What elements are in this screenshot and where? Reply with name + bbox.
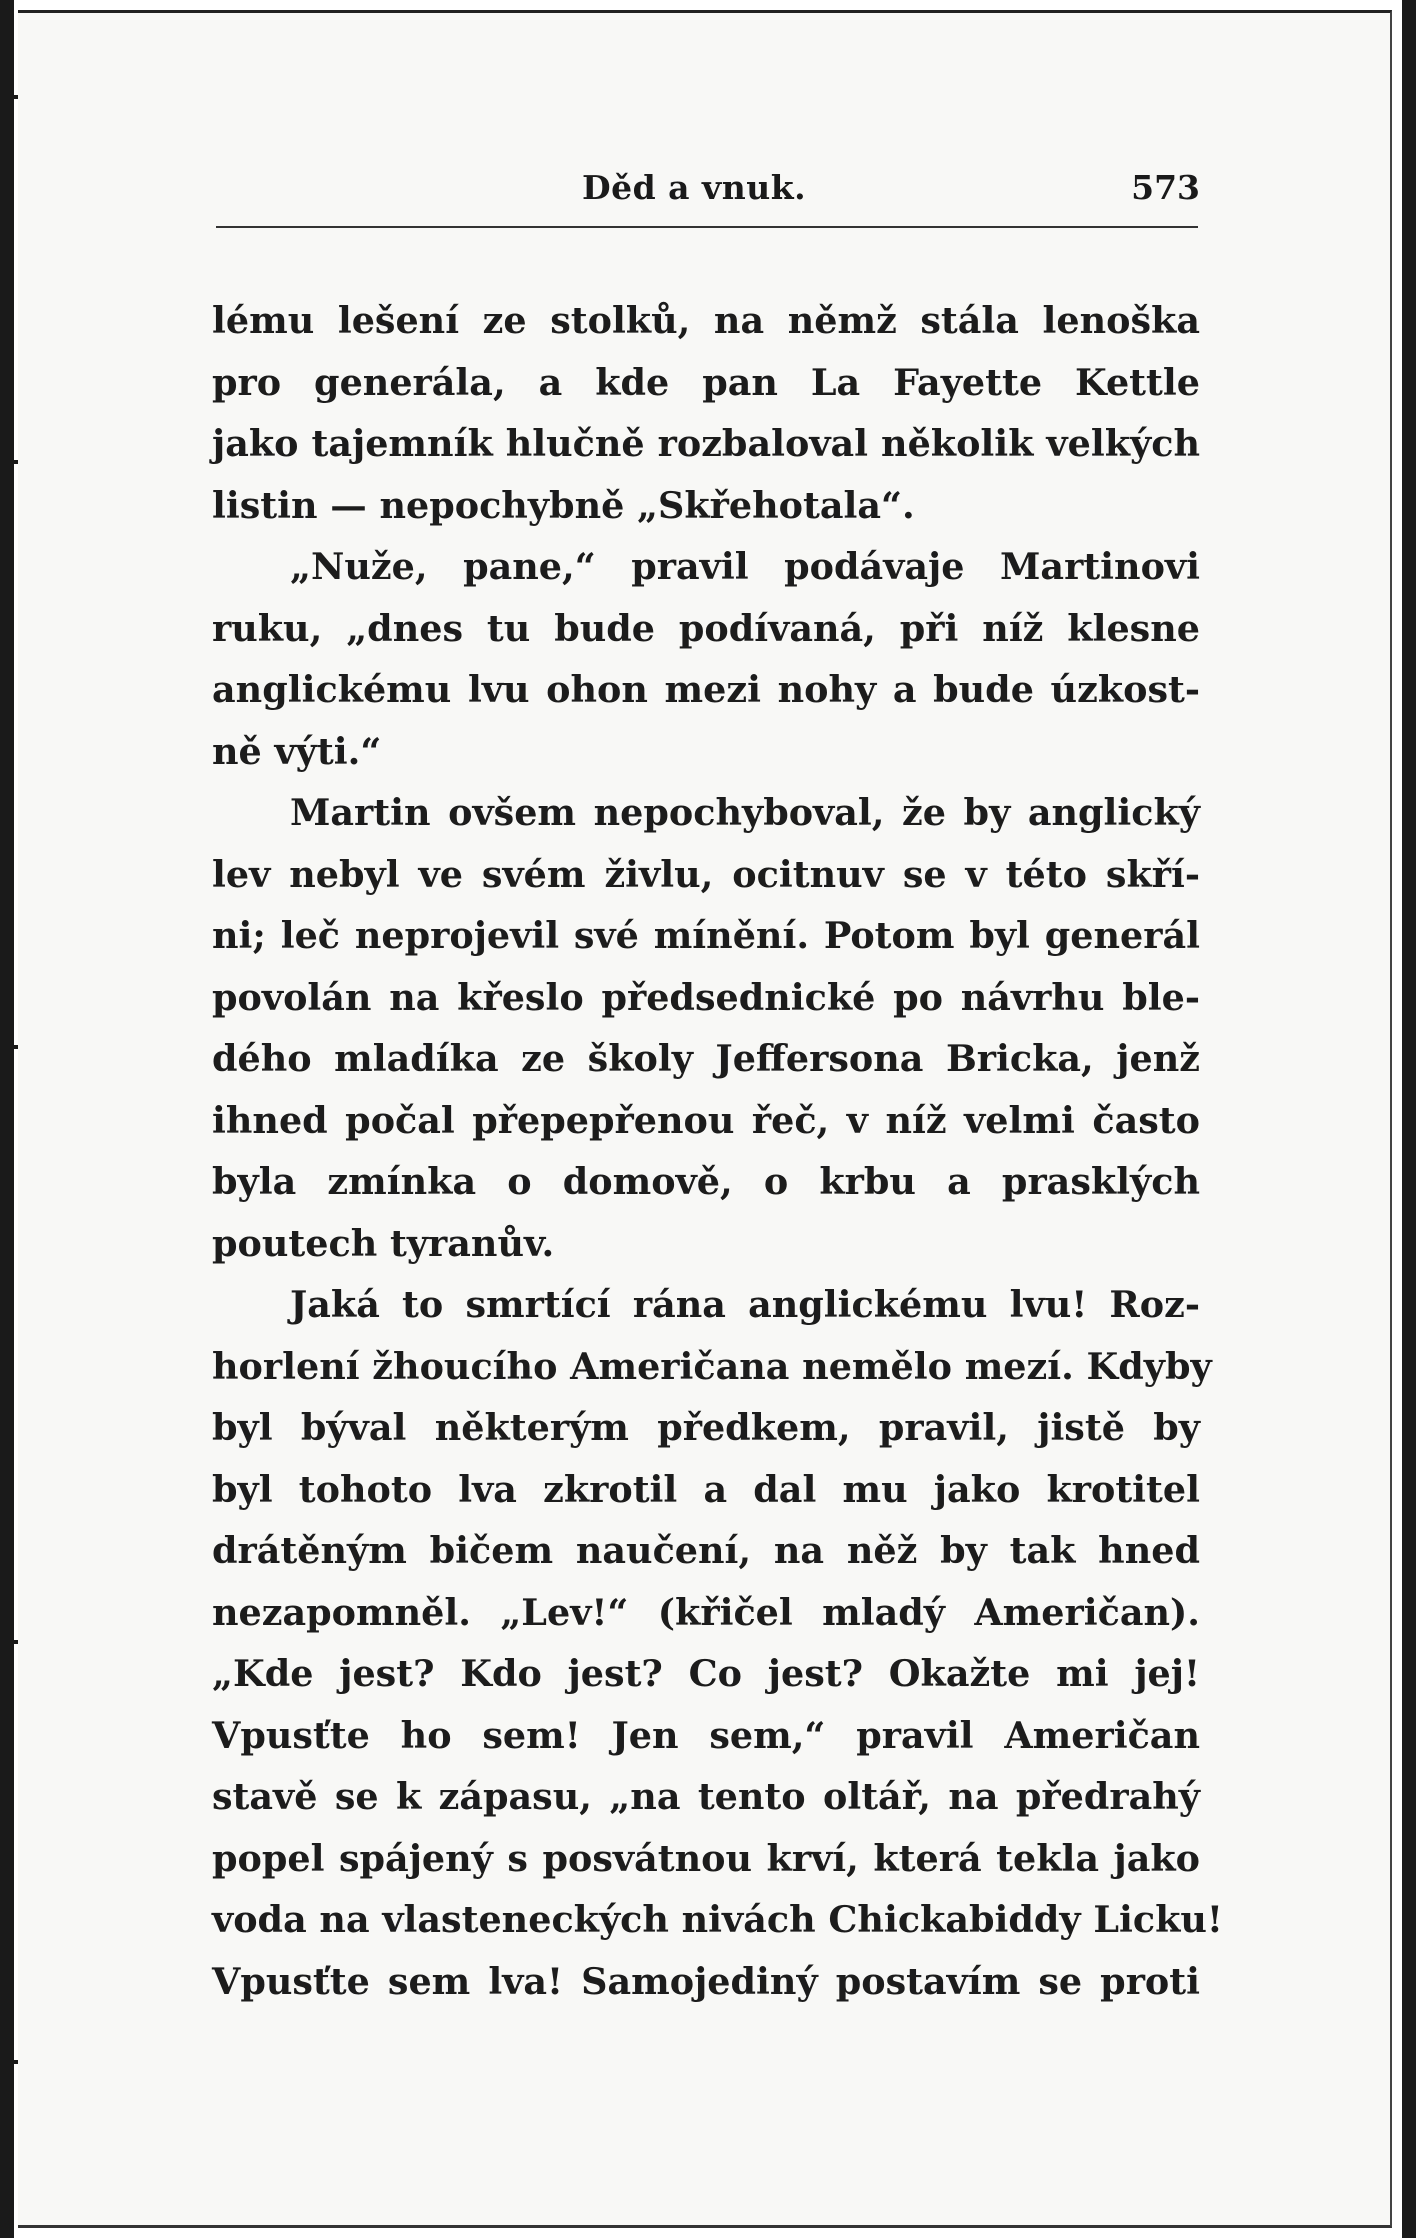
text-line: drátěným bičem naučení, na něž by tak hned (212, 1529, 1200, 1572)
text-line: dého mladíka ze školy Jeffersona Bricka, jenž (212, 1037, 1200, 1080)
text-line: voda na vlasteneckých nivách Chickabiddy Licku! (212, 1898, 1223, 1941)
text-line: pro generála, a kde pan La Fayette Kettle (212, 360, 1200, 404)
text-line: „Nuže, pane,“ pravil podávaje Martinovi (290, 545, 1200, 588)
text-line: ruku, „dnes tu bude podívaná, při níž klesne (212, 606, 1200, 650)
text-line: povolán na křeslo předsednické po návrhu ble- (212, 975, 1200, 1019)
text-line: Jaká to smrtící rána anglickému lvu! Roz- (290, 1283, 1200, 1326)
text-line: byla zmínka o domově, o krbu a prasklých (212, 1160, 1200, 1203)
text-line: ně výti.“ (212, 729, 382, 773)
book-binding-right (1402, 0, 1416, 2238)
running-title: Děd a vnuk. (582, 168, 807, 207)
text-line: byl tohoto lva zkrotil a dal mu jako krotitel (212, 1467, 1200, 1511)
page-number: 573 (1131, 168, 1200, 207)
text-line: Vpusťte sem lva! Samojediný postavím se proti (212, 1959, 1200, 2003)
text-line: Vpusťte ho sem! Jen sem,“ pravil Američan (212, 1713, 1200, 1757)
body-text (212, 290, 1223, 2012)
text-line: lev nebyl ve svém živlu, ocitnuv se v této skří- (212, 852, 1200, 896)
text-line: poutech tyranův. (212, 1221, 555, 1265)
text-line: anglickému lvu ohon mezi nohy a bude úzkost- (212, 668, 1200, 711)
text-line: stavě se k zápasu, „na tento oltář, na předrahý (212, 1775, 1200, 1818)
text-line: listin — nepochybně „Skřehotala“. (212, 483, 915, 527)
text-line: horlení žhoucího Američana nemělo mezí. Kdyby (212, 1344, 1212, 1388)
text-line: ihned počal přepepřenou řeč, v níž velmi často (212, 1098, 1200, 1142)
page-header (210, 168, 1200, 220)
text-line: lému lešení ze stolků, na němž stála lenoška (212, 299, 1200, 342)
text-line: ni; leč neprojevil své mínění. Potom byl generál (212, 914, 1200, 957)
text-line: „Kde jest? Kdo jest? Co jest? Okažte mi jej! (212, 1652, 1200, 1695)
text-line: popel spájený s posvátnou krví, která tekla jako (212, 1836, 1200, 1880)
text-line: jako tajemník hlučně rozbaloval několik velkých (212, 422, 1200, 465)
text-line: nezapomněl. „Lev!“ (křičel mladý Američan). (212, 1590, 1200, 1634)
header-rule (216, 226, 1198, 228)
text-line: byl býval některým předkem, pravil, jistě by (212, 1406, 1200, 1449)
book-binding-left (0, 0, 14, 2238)
text-line: Martin ovšem nepochyboval, že by anglický (290, 791, 1200, 834)
